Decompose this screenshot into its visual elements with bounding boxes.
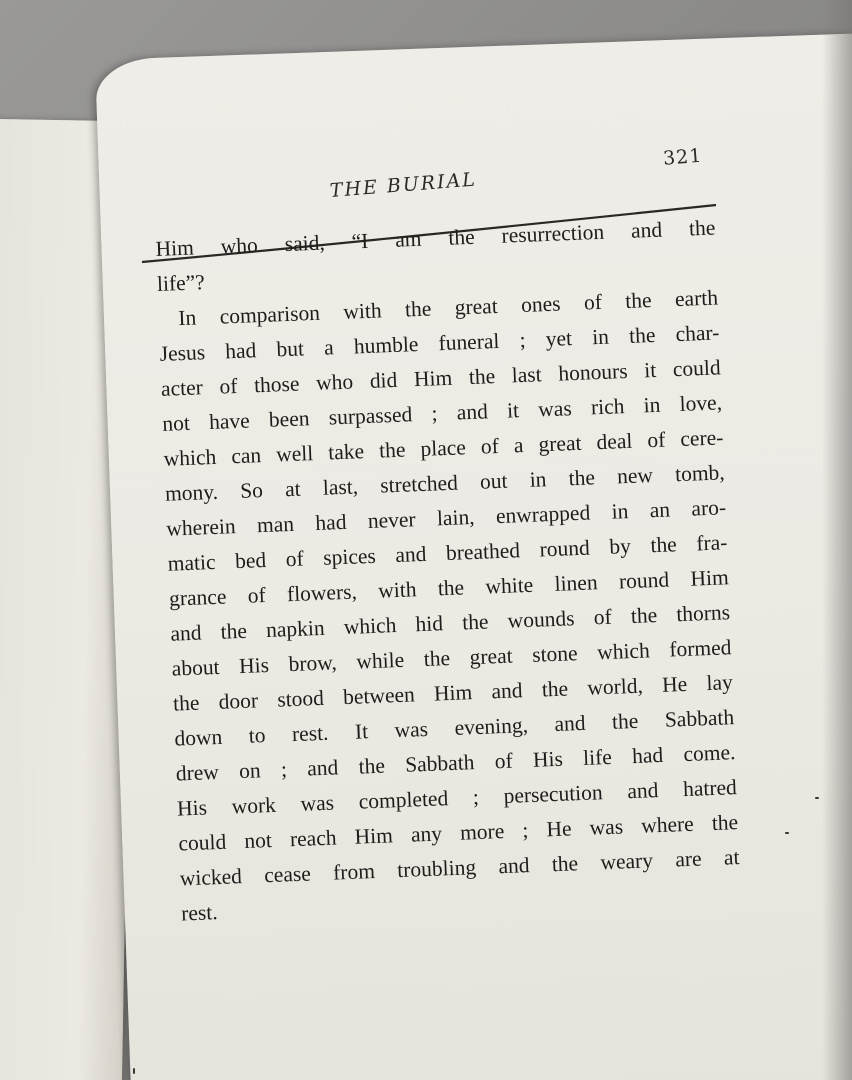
paper-mark <box>133 1068 135 1074</box>
text-line: which can well take the place of a great deal of cere- <box>163 425 724 471</box>
page-number: 321 <box>662 144 704 170</box>
text-line: matic bed of spices and breathed round by the fra- <box>167 530 728 576</box>
text-line: mony. So at last, stretched out in the new tomb, <box>164 460 726 506</box>
text-line: acter of those who did Him the last honours it could <box>160 355 722 401</box>
text-line: the door stood between Him and the world, He lay <box>172 670 734 716</box>
text-line: could not reach Him any more ; He was where the <box>178 810 739 856</box>
text-line: His work was completed ; persecution and hatred <box>176 775 738 821</box>
text-line: wicked cease from troubling and the weary are at <box>179 845 740 891</box>
paper-mark <box>785 832 789 834</box>
text-line: down to rest. It was evening, and the Sabbath <box>174 705 735 751</box>
text-line: and the napkin which hid the wounds of the thorns <box>169 600 731 646</box>
page-edge-shadow <box>822 0 852 1080</box>
text-line: drew on ; and the Sabbath of His life had come. <box>175 740 736 786</box>
running-title: THE BURIAL <box>329 168 478 202</box>
text-line: In comparison with the great ones of the earth <box>177 285 719 331</box>
text-line: not have been surpassed ; and it was rich in love, <box>161 390 723 436</box>
text-line: life”? <box>156 270 206 296</box>
text-line: Jesus had but a humble funeral ; yet in the char- <box>159 320 720 366</box>
text-line: rest. <box>180 900 219 926</box>
text-line: grance of flowers, with the white linen round Him <box>168 565 730 611</box>
text-line: wherein man had never lain, enwrapped in an aro- <box>165 495 727 541</box>
text-line: about His brow, while the great stone which formed <box>171 635 732 681</box>
text-line: Him who said, “I am the resurrection and the <box>155 215 716 261</box>
paper-mark <box>815 797 819 799</box>
body-text <box>155 211 741 932</box>
